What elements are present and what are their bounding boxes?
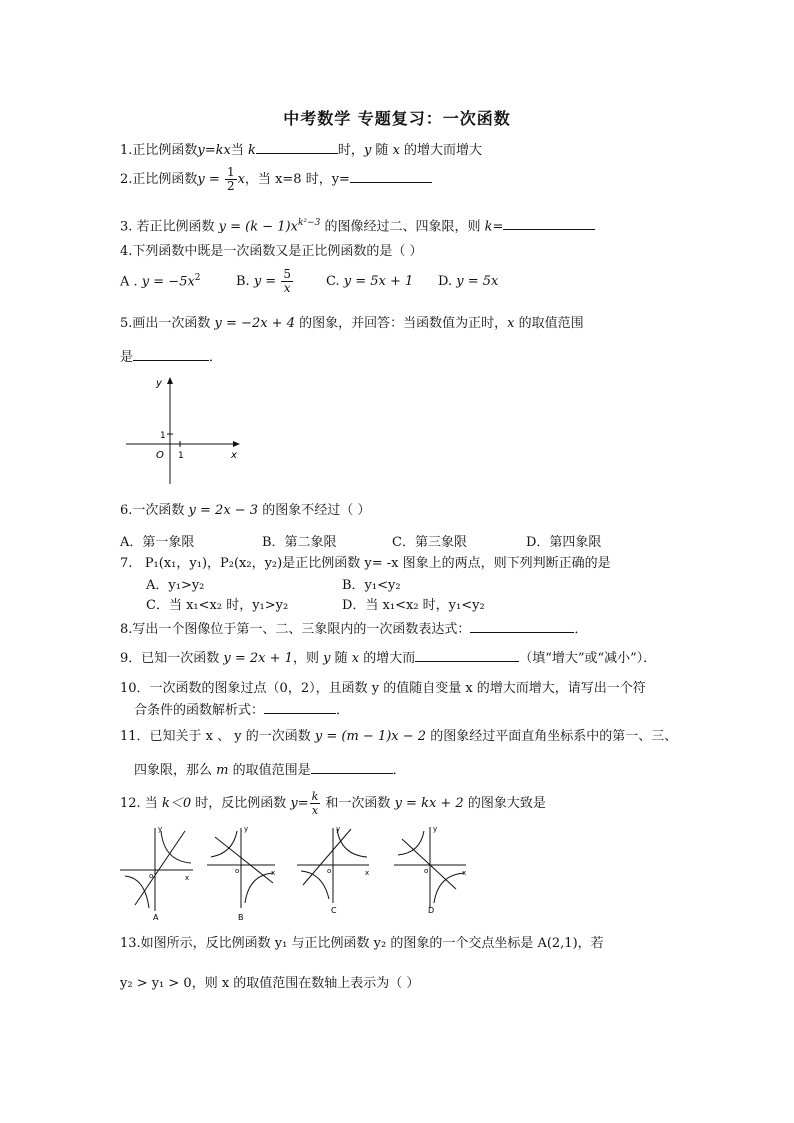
q4-b-den: x	[283, 281, 291, 295]
question-5	[120, 315, 584, 333]
q7-options-row2	[146, 597, 485, 615]
q11-line2	[134, 760, 406, 780]
q12-cond: k＜0	[161, 796, 192, 811]
option-label: D.	[438, 274, 453, 289]
q9-expr: y = 2x + 1	[223, 651, 293, 666]
q6-expr: y = 2x − 3	[188, 503, 259, 518]
y-axis-arrow	[167, 377, 173, 384]
line-graph	[215, 837, 276, 883]
q12-expr: y = kx + 2	[394, 796, 464, 811]
question-13: 13.如图所示，反比例函数 y₁ 与正比例函数 y₂ 的图象的一个交点坐标是 A(2,1)，若	[120, 936, 604, 951]
q11-post: 的图象经过平面直角坐标系中的第一、三、	[426, 729, 678, 744]
option-expr: y =	[253, 274, 281, 289]
q6-post: 的图象不经过（ ）	[258, 503, 371, 518]
hyperbola-branch	[301, 871, 329, 899]
question-3	[120, 214, 595, 236]
q8-text: 8.写出一个图像位于第一、二、三象限内的一次函数表达式：	[120, 622, 471, 637]
q12-den: x	[311, 804, 319, 817]
q5-post: 的图象，并回答：当函数值为正时，	[294, 316, 508, 331]
q11-line2-pre: 四象限，那么	[134, 763, 217, 778]
q3-expr: y = (k − 1)x	[218, 219, 298, 235]
option-label: A .	[120, 274, 138, 289]
y-label: y	[158, 825, 163, 833]
origin-label: o	[235, 867, 240, 875]
q6-option-d[interactable]: D．第四象限	[526, 535, 602, 550]
question-6	[120, 502, 370, 520]
answer-blank[interactable]	[415, 648, 519, 662]
origin-label: o	[149, 872, 154, 880]
q8-dot: ．	[574, 622, 588, 637]
line-graph	[402, 839, 456, 889]
q4-b-fraction	[281, 268, 293, 295]
question-4: 4.下列函数中既是一次函数又是正比例函数的是（ ）	[120, 244, 423, 259]
q7-options-row1	[146, 577, 401, 595]
q2-ans: y=	[331, 172, 350, 187]
q4-option-a[interactable]	[120, 269, 236, 291]
q9-mid2: 随	[330, 651, 352, 666]
hyperbola-branch	[161, 831, 191, 863]
q4-option-c[interactable]	[326, 273, 438, 291]
option-expr: y = 5x	[456, 274, 499, 289]
hyperbola-branch	[245, 873, 273, 903]
q7-option-c[interactable]: C．当 x₁<x₂ 时，y₁>y₂	[146, 598, 289, 613]
q2-prefix: 2.正比例函数	[120, 172, 198, 187]
q5-dot: ．	[209, 350, 223, 365]
y-label: y	[244, 825, 249, 833]
q1-x: x	[392, 143, 400, 158]
x-label: x	[462, 869, 467, 877]
q9-mid: ，则	[292, 651, 324, 666]
q12-graph-b[interactable]	[207, 825, 275, 922]
q2-mid: 时，	[301, 172, 332, 187]
answer-blank[interactable]	[311, 760, 393, 774]
answer-blank[interactable]	[256, 140, 338, 154]
question-8	[120, 619, 587, 639]
option-expr: y = 5x + 1	[343, 274, 414, 289]
question-12	[120, 790, 546, 817]
q3-ans: k=	[484, 219, 504, 235]
q6-option-c[interactable]: C．第三象限	[392, 535, 467, 550]
answer-blank[interactable]	[470, 619, 574, 633]
y-label: y	[433, 825, 438, 833]
q1-y: y	[363, 143, 372, 158]
x-axis-label: x	[231, 450, 237, 461]
q6-prefix: 6.一次函数	[120, 503, 189, 518]
option-label: C.	[326, 274, 340, 289]
q7-option-a[interactable]: A．y₁>y₂	[146, 578, 205, 593]
question-1	[120, 140, 482, 160]
origin-label: O	[156, 450, 164, 461]
q6-option-a[interactable]: A．第一象限	[120, 535, 195, 550]
answer-blank[interactable]	[133, 347, 209, 361]
q2-eq: =	[204, 172, 224, 187]
q2-fraction	[225, 166, 237, 193]
q7-stem: P₁(x₁，y₁)，P₂(x₂，y₂)是正比例函数 y= -x 图象上的两点，则下列判断正确的是	[144, 556, 611, 571]
q2-x: x	[237, 172, 245, 187]
q12-graph-d[interactable]	[394, 825, 466, 915]
q6-option-b[interactable]: B．第二象限	[262, 535, 337, 550]
origin-label: o	[327, 867, 332, 875]
hyperbola-branch	[434, 873, 464, 903]
q1-mid: 当	[230, 143, 249, 158]
q11-dot: ．	[392, 763, 406, 778]
q7-option-b[interactable]: B．y₁<y₂	[342, 578, 401, 593]
q3-post: 的图像经过二、四象限，则	[320, 219, 485, 235]
line-graph	[303, 829, 351, 885]
hyperbola-branch	[125, 876, 149, 908]
q5-line2	[120, 347, 222, 367]
q12-fraction	[310, 790, 321, 817]
q11-expr: y = (m − 1)x − 2	[314, 729, 427, 744]
q4-option-b[interactable]	[236, 268, 326, 295]
q4-b-num: 5	[283, 267, 291, 281]
q1-prefix: 1.正比例函数	[120, 143, 198, 158]
q1-post: 时，	[337, 143, 364, 158]
y-unit-label: 1	[160, 431, 166, 441]
hyperbola-branch	[337, 829, 367, 857]
q13-line2: y₂ > y₁ > 0，则 x 的取值范围在数轴上表示为（ ）	[120, 976, 420, 991]
q5-tail: 的取值范围	[514, 316, 584, 331]
q4-option-d[interactable]	[438, 273, 498, 291]
q11-prefix: 11．已知关于 x 、 y 的一次函数	[120, 729, 315, 744]
q11-m: m	[216, 763, 229, 778]
graph-label-c: C	[331, 906, 337, 915]
x-label: x	[365, 869, 370, 877]
question-10: 10．一次函数的图象过点（0，2），且函数 y 的值随自变量 x 的增大而增大，请写出一个符	[120, 681, 646, 696]
q5-x: x	[507, 316, 515, 331]
q12-mid2: 和一次函数	[321, 796, 395, 811]
q5-prefix: 5.画出一次函数	[120, 316, 215, 331]
option-exponent: 2	[194, 272, 201, 283]
q2-den: 2	[226, 179, 235, 193]
x-axis-arrow	[233, 441, 240, 447]
q4-options	[120, 268, 498, 295]
y-label: y	[336, 825, 341, 833]
q12-num: k	[311, 790, 319, 803]
answer-blank[interactable]	[503, 216, 595, 230]
q10-dot: ．	[336, 703, 350, 718]
q12-y: y=	[290, 796, 309, 811]
answer-blank[interactable]	[264, 700, 336, 714]
q10-line2	[134, 700, 349, 720]
q12-graph-options	[115, 823, 475, 923]
q9-x: x	[351, 651, 360, 666]
option-expr: y = −5x	[141, 274, 195, 289]
question-9	[120, 648, 656, 668]
q12-mid: 时，反比例函数	[191, 796, 291, 811]
q9-tail: （填“增大”或“减小”）．	[519, 651, 657, 666]
q12-prefix: 12. 当	[120, 796, 162, 811]
origin-label: o	[424, 867, 429, 875]
q5-expr: y = −2x + 4	[214, 316, 295, 331]
page-title: 中考数学 专题复习：一次函数	[283, 109, 511, 128]
q6-options	[120, 534, 601, 552]
q1-var: y	[197, 143, 205, 158]
question-7: 7. P₁(x₁，y₁)，P₂(x₂，y₂)是正比例函数 y= -x 图象上的两点，则下列判断正确的是	[120, 556, 611, 571]
q3-exponent: k²−3	[297, 218, 321, 228]
coordinate-axes-figure	[118, 374, 248, 489]
q9-prefix: 9．已知一次函数	[120, 651, 224, 666]
graph-label-d: D	[428, 906, 435, 915]
q1-eq: =	[204, 143, 216, 158]
q3-prefix: 3. 若正比例函数	[120, 219, 219, 235]
y-axis-label: y	[156, 378, 162, 389]
q9-post: 的增大而	[359, 651, 416, 666]
x-label: x	[271, 869, 276, 877]
q10-line2-text: 合条件的函数解析式：	[134, 703, 265, 718]
q1-kx: kx	[215, 143, 231, 158]
q5-line2-text: 是	[120, 350, 134, 365]
q12-graph-a[interactable]	[120, 825, 193, 922]
q9-y: y	[323, 651, 331, 666]
q2-y: y	[197, 172, 205, 187]
graph-label-b: B	[238, 913, 244, 922]
hyperbola-branch	[398, 831, 424, 855]
q1-tail1: 随	[371, 143, 393, 158]
q1-tail2: 的增大而增大	[399, 143, 483, 158]
q12-post: 的图象大致是	[463, 796, 546, 811]
q2-cond: x=8	[275, 172, 302, 187]
q12-graph-c[interactable]	[297, 825, 369, 915]
q1-k: k	[248, 143, 256, 158]
question-11	[120, 728, 677, 746]
q7-option-d[interactable]: D．当 x₁<x₂ 时，y₁<y₂	[342, 598, 485, 613]
option-label: B.	[236, 274, 250, 289]
q11-line2-post: 的取值范围是	[228, 763, 311, 778]
x-label: x	[185, 874, 190, 882]
q2-num: 1	[226, 165, 235, 179]
x-unit-label: 1	[178, 451, 184, 461]
q2-post: ，当	[244, 172, 276, 187]
line-graph	[135, 831, 185, 905]
answer-blank[interactable]	[350, 169, 432, 183]
graph-label-a: A	[153, 913, 159, 922]
question-2	[120, 166, 432, 193]
